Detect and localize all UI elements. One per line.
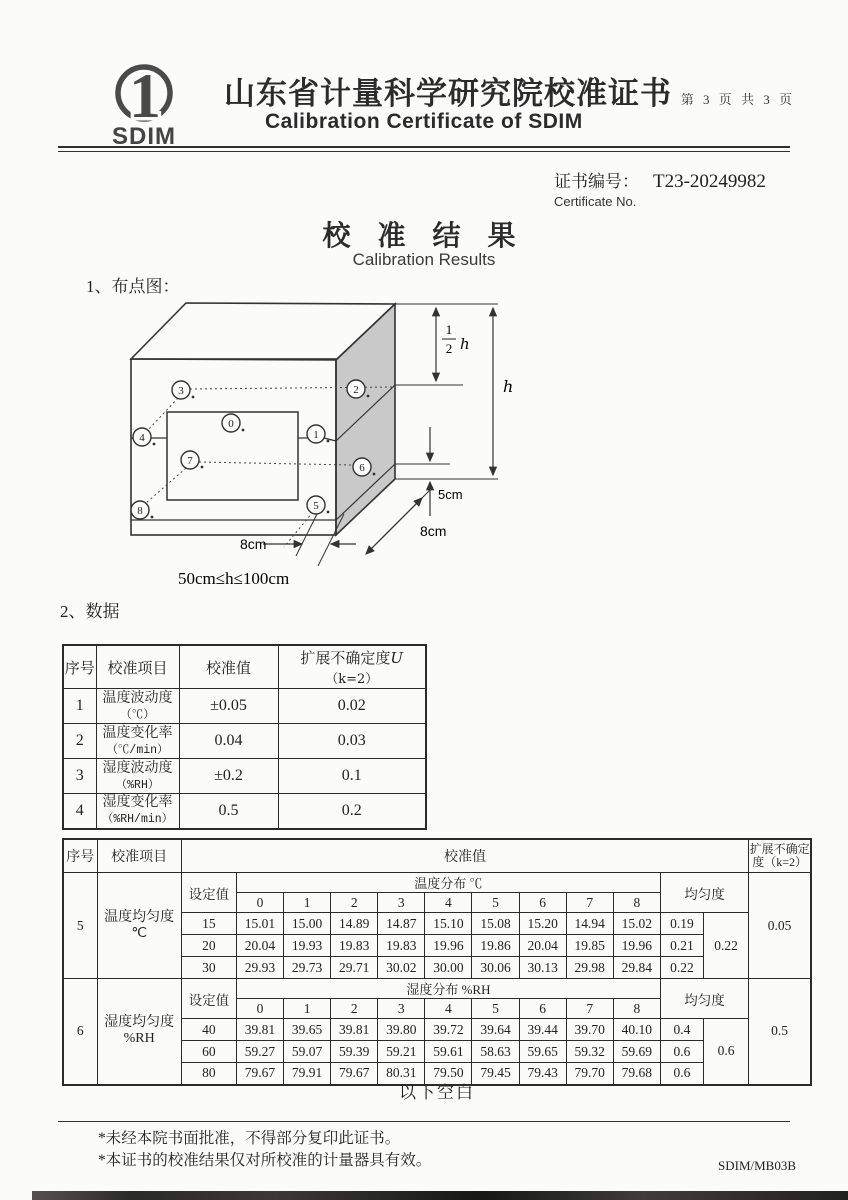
table-row bbox=[63, 759, 426, 794]
row-value: ±0.2 bbox=[179, 759, 278, 794]
section1-label: 1、布点图： bbox=[86, 277, 180, 296]
svg-text:2: 2 bbox=[353, 384, 359, 396]
scan-edge-band bbox=[32, 1191, 848, 1200]
col-no: 序号 bbox=[63, 645, 96, 689]
summary-table bbox=[62, 644, 427, 830]
section-uncertainty: 0.5 bbox=[749, 979, 811, 1085]
col-value: 校准值 bbox=[179, 645, 278, 689]
uniformity-value: 0.6 bbox=[660, 1041, 703, 1063]
row-value: 0.5 bbox=[179, 794, 278, 829]
row-item: 温度变化率 （℃/min） bbox=[96, 724, 179, 759]
uniformity-value: 0.21 bbox=[660, 935, 703, 957]
footer-note-2: *本证书的校准结果仅对所校准的计量器具有效。 bbox=[98, 1152, 432, 1169]
dim-8cm-right bbox=[366, 487, 446, 554]
svg-text:5: 5 bbox=[313, 500, 319, 512]
point-0 bbox=[222, 414, 244, 432]
data-row: 80 79.67 79.91 79.67 80.31 79.50 79.45 79.43 79.70 79.68 0.6 bbox=[63, 1063, 811, 1085]
row-value: 0.04 bbox=[179, 724, 278, 759]
org-title-row bbox=[224, 68, 795, 113]
svg-text:3: 3 bbox=[178, 385, 184, 397]
certificate-number-label: 证书编号： bbox=[554, 172, 639, 191]
row-item: 温度波动度 （℃） bbox=[96, 689, 179, 724]
footer-divider bbox=[58, 1121, 790, 1122]
row-no: 4 bbox=[63, 794, 96, 829]
table-row bbox=[63, 724, 426, 759]
position-index-row: 0 1 2 3 4 5 6 7 8 bbox=[63, 999, 811, 1019]
point-4 bbox=[133, 428, 155, 446]
setpoint-header: 设定值 bbox=[181, 873, 236, 913]
data-row: 15 15.01 15.00 14.89 14.87 15.10 15.08 15.20 14.94 15.02 0.19 0.22 bbox=[63, 913, 811, 935]
results-title-en: Calibration Results bbox=[352, 250, 496, 269]
below-blank-note: 以下空白 bbox=[399, 1083, 475, 1102]
col-item: 校准项目 bbox=[96, 645, 179, 689]
logo-numeral: 1 bbox=[129, 60, 161, 131]
form-code: SDIM/MB03B bbox=[718, 1158, 797, 1173]
dim-8cm-right-label: 8cm bbox=[420, 523, 447, 539]
position-index-row: 0 1 2 3 4 5 6 7 8 bbox=[63, 893, 811, 913]
uniformity-value: 0.4 bbox=[660, 1019, 703, 1041]
logo-text: SDIM bbox=[112, 123, 176, 150]
dim-h-label: h bbox=[503, 377, 514, 396]
uniformity-value: 0.19 bbox=[660, 913, 703, 935]
section-item: 温度均匀度 ℃ bbox=[97, 873, 181, 979]
col-no: 序号 bbox=[63, 839, 97, 873]
uniformity-max: 0.6 bbox=[704, 1019, 749, 1085]
distribution-header: 温度分布 ℃ bbox=[236, 873, 660, 893]
dim-h bbox=[493, 308, 513, 475]
uniformity-table bbox=[62, 838, 812, 1086]
svg-text:7: 7 bbox=[187, 455, 193, 467]
svg-text:1: 1 bbox=[313, 429, 319, 441]
svg-text:4: 4 bbox=[139, 432, 145, 444]
distribution-header: 湿度分布 %RH bbox=[236, 979, 660, 999]
row-uncertainty: 0.2 bbox=[278, 794, 426, 829]
data-row: 60 59.27 59.07 59.39 59.21 59.61 58.63 59.65 59.32 59.69 0.6 bbox=[63, 1041, 811, 1063]
uniformity-value: 0.6 bbox=[660, 1063, 703, 1085]
row-uncertainty: 0.03 bbox=[278, 724, 426, 759]
uniformity-header: 均匀度 bbox=[660, 873, 748, 913]
data-row: 20 20.04 19.93 19.83 19.83 19.96 19.86 20.04 19.85 19.96 0.21 bbox=[63, 935, 811, 957]
col-item: 校准项目 bbox=[97, 839, 181, 873]
dim-8cm-left-label: 8cm bbox=[240, 536, 267, 552]
section-uncertainty: 0.05 bbox=[749, 873, 811, 979]
col-uncertainty: 扩展不确定 度（k=2） bbox=[749, 839, 811, 873]
row-item: 湿度变化率 （%RH/min） bbox=[96, 794, 179, 829]
placement-diagram bbox=[98, 292, 548, 607]
dim-half-numerator: 1 bbox=[445, 322, 453, 337]
diagram-caption: 50cm≤h≤100cm bbox=[178, 569, 290, 588]
header-divider bbox=[58, 146, 790, 152]
section-header-row bbox=[63, 873, 811, 893]
row-uncertainty: 0.02 bbox=[278, 689, 426, 724]
table-row bbox=[63, 794, 426, 829]
col-value: 校准值 bbox=[181, 839, 748, 873]
point-8 bbox=[131, 501, 153, 519]
table-header-row bbox=[63, 839, 811, 873]
row-item: 湿度波动度 （%RH） bbox=[96, 759, 179, 794]
point-1 bbox=[307, 425, 329, 443]
table-row bbox=[63, 689, 426, 724]
row-no: 3 bbox=[63, 759, 96, 794]
table-header-row bbox=[63, 645, 426, 689]
row-no: 2 bbox=[63, 724, 96, 759]
data-row: 30 29.93 29.73 29.71 30.02 30.00 30.06 30.13 29.98 29.84 0.22 bbox=[63, 957, 811, 979]
org-subtitle: Calibration Certificate of SDIM bbox=[265, 110, 583, 133]
page-info: 第 3 页 共 3 页 bbox=[680, 92, 796, 107]
col-uncertainty: 扩展不确定度U （k=2） bbox=[278, 645, 426, 689]
section-header-row bbox=[63, 979, 811, 999]
svg-text:8: 8 bbox=[137, 505, 143, 517]
point-7 bbox=[181, 451, 203, 469]
dim-half-denominator: 2 bbox=[445, 341, 453, 356]
row-value: ±0.05 bbox=[179, 689, 278, 724]
section-item: 湿度均匀度 %RH bbox=[97, 979, 181, 1085]
certificate-number: T23-20249982 bbox=[653, 171, 766, 192]
svg-text:0: 0 bbox=[228, 418, 234, 430]
point-3 bbox=[172, 381, 194, 399]
placement-diagram-svg bbox=[98, 292, 548, 602]
results-title: 校 准 结 果 bbox=[322, 221, 526, 252]
svg-text:6: 6 bbox=[359, 462, 365, 474]
section2-label: 2、数据 bbox=[60, 602, 120, 621]
section-no: 6 bbox=[63, 979, 97, 1085]
point-5 bbox=[307, 496, 329, 514]
org-title: 山东省计量科学研究院校准证书 bbox=[224, 76, 672, 111]
sdim-logo bbox=[98, 55, 213, 155]
certificate-number-label-en: Certificate No. bbox=[554, 194, 637, 209]
uniformity-header: 均匀度 bbox=[660, 979, 748, 1019]
row-uncertainty: 0.1 bbox=[278, 759, 426, 794]
setpoint-header: 设定值 bbox=[181, 979, 236, 1019]
dim-5cm-label: 5cm bbox=[438, 487, 463, 502]
dim-5cm bbox=[430, 427, 463, 516]
dim-half-h-label: h bbox=[460, 335, 470, 353]
certificate-number-row bbox=[554, 167, 766, 193]
section-no: 5 bbox=[63, 873, 97, 979]
data-row: 40 39.81 39.65 39.81 39.80 39.72 39.64 39.44 39.70 40.10 0.4 0.6 bbox=[63, 1019, 811, 1041]
uniformity-max: 0.22 bbox=[704, 913, 749, 979]
uniformity-value: 0.22 bbox=[660, 957, 703, 979]
footer-note-1: *未经本院书面批准，不得部分复印此证书。 bbox=[98, 1130, 401, 1147]
row-no: 1 bbox=[63, 689, 96, 724]
dim-half-h bbox=[436, 308, 470, 381]
box-front-face bbox=[131, 359, 336, 535]
